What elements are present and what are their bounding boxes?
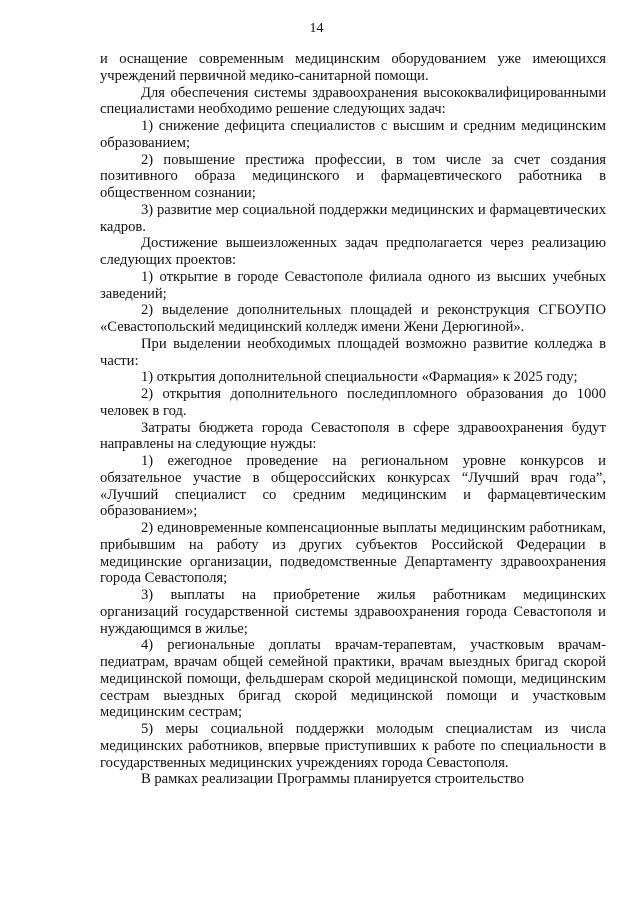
paragraph: 3) развитие мер социальной поддержки медицинских и фармацевтических кадров. bbox=[100, 201, 606, 235]
paragraph: 2) единовременные компенсационные выплаты медицинским работникам, прибывшим на работу из других субъектов Российской Федерации в медицинские организации, подведомственные Департаменту здравоохранения города Севастополя; bbox=[100, 520, 606, 587]
page-number: 14 bbox=[309, 21, 324, 36]
paragraph: 1) открытие в городе Севастополе филиала одного из высших учебных заведений; bbox=[100, 268, 606, 302]
paragraph: 1) снижение дефицита специалистов с высшим и средним медицинским образованием; bbox=[100, 118, 606, 151]
paragraph: 1) ежегодное проведение на региональном уровне конкурсов и обязательное участие в общероссийских конкурсах “Лучший врач года”, «Лучший специалист со средним медицинским и фармацевтическим образованием»; bbox=[100, 453, 606, 520]
paragraph: 2) выделение дополнительных площадей и реконструкция СГБОУПО «Севастопольский медицинский колледж имени Жени Дерюгиной». bbox=[100, 302, 606, 335]
paragraph: 5) меры социальной поддержки молодым специалистам из числа медицинских работников, впервые приступивших к работе по специальности в государственных медицинских учреждениях города Севастополя. bbox=[100, 721, 606, 771]
document-body bbox=[100, 51, 606, 788]
paragraph: 4) региональные доплаты врачам-терапевтам, участковым врачам-педиатрам, врачам общей семейной практики, врачам выездных бригад скорой медицинской помощи, фельдшерам скорой медицинской помощи, медицинским сестрам выездных бригад скорой медицинской помощи и участковым медицинским сестрам; bbox=[100, 637, 606, 721]
paragraph: 1) открытия дополнительной специальности «Фармация» к 2025 году; bbox=[141, 369, 578, 386]
paragraph: 2) повышение престижа профессии, в том числе за счет создания позитивного образа медицинского и фармацевтического работника в общественном сознании; bbox=[100, 151, 606, 201]
paragraph: При выделении необходимых площадей возможно развитие колледжа в части: bbox=[100, 335, 606, 369]
paragraph: Для обеспечения системы здравоохранения высококвалифицированными специалистами необходимо решение следующих задач: bbox=[100, 84, 606, 118]
paragraph: Затраты бюджета города Севастополя в сфере здравоохранения будут направлены на следующие нужды: bbox=[100, 419, 606, 453]
paragraph: 3) выплаты на приобретение жилья работникам медицинских организаций государственной системы здравоохранения города Севастополя и нуждающимся в жилье; bbox=[100, 587, 606, 637]
paragraph: и оснащение современным медицинским оборудованием уже имеющихся учреждений первичной медико-санитарной помощи. bbox=[100, 51, 606, 84]
paragraph: Достижение вышеизложенных задач предполагается через реализацию следующих проектов: bbox=[100, 235, 606, 268]
paragraph: В рамках реализации Программы планируется строительство bbox=[141, 771, 524, 788]
paragraph: 2) открытия дополнительного последипломного образования до 1000 человек в год. bbox=[100, 386, 606, 419]
